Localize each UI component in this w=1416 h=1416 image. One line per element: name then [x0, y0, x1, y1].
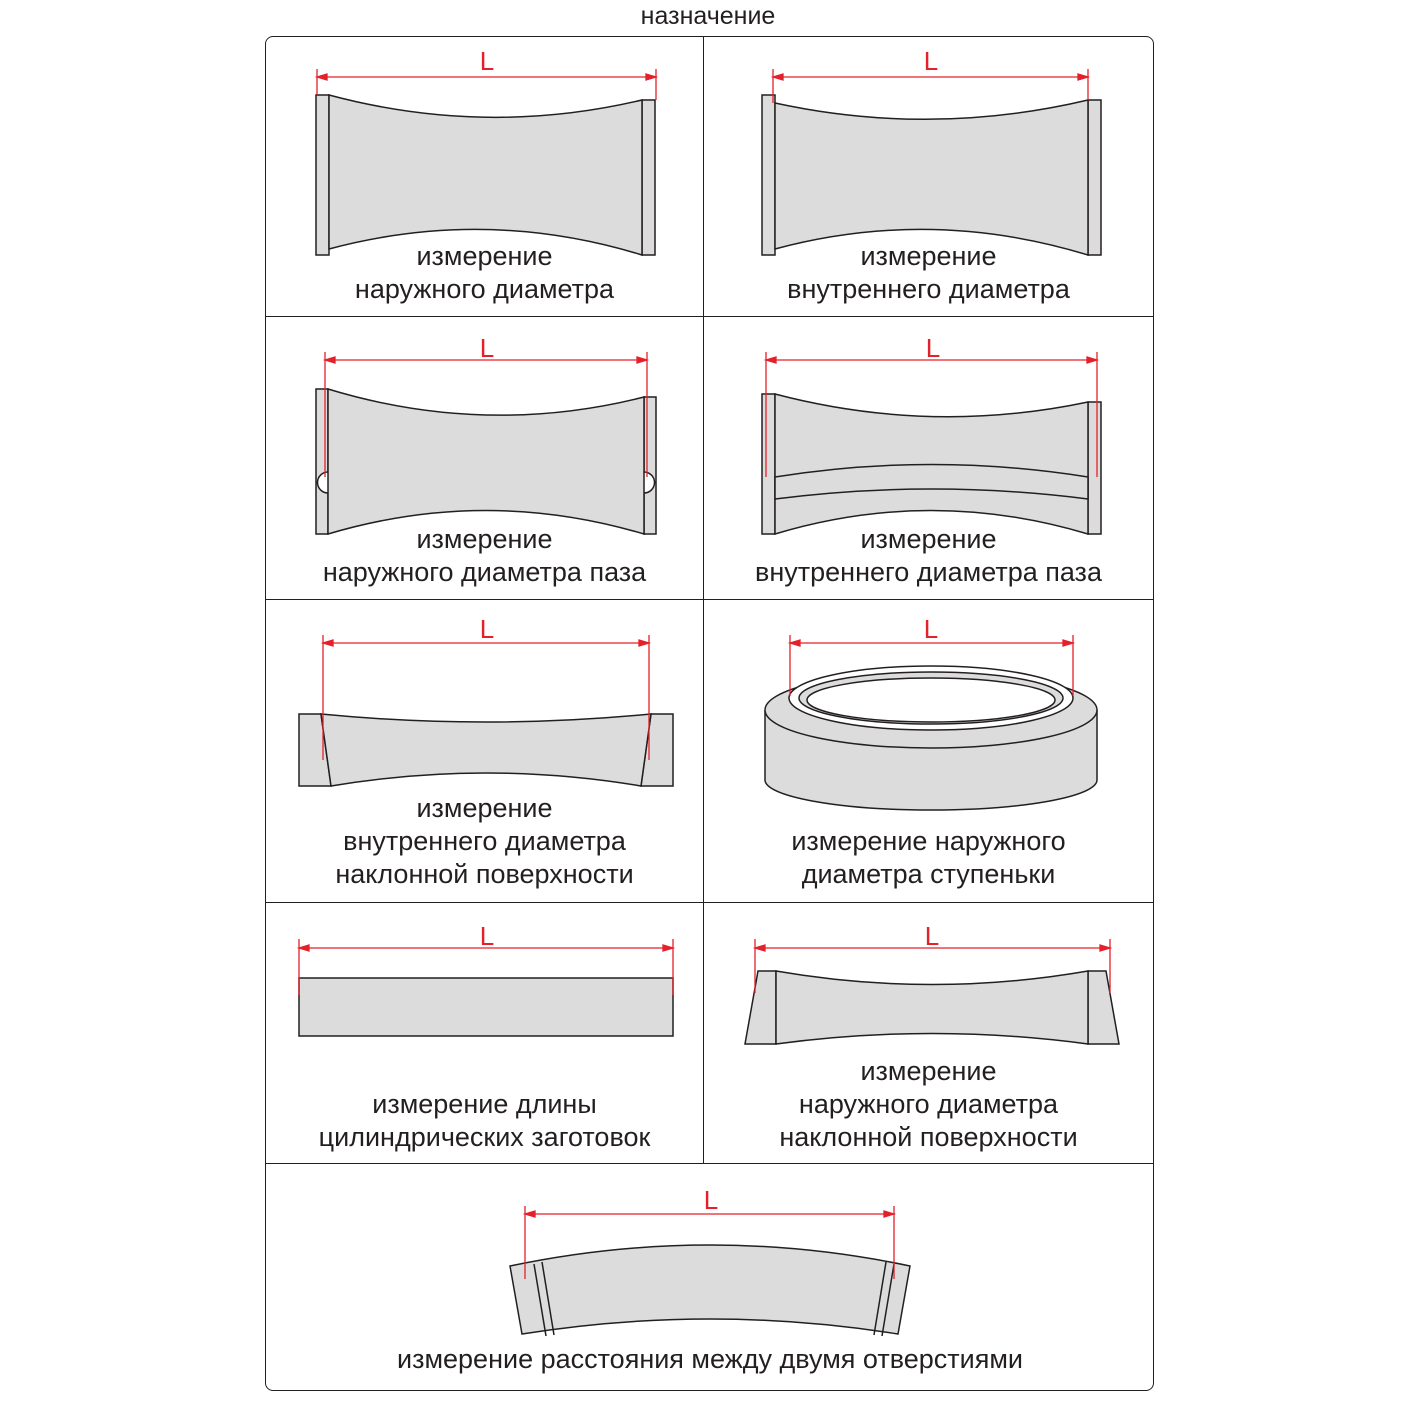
cell-step-outer-diameter: [703, 600, 1154, 902]
caption: измерение внутреннего диаметра паза: [755, 524, 1102, 587]
dimension-label: L: [703, 1185, 719, 1215]
caption: измерение внутреннего диаметра наклонной поверхности: [335, 793, 634, 889]
dimension-label: L: [479, 333, 495, 363]
cell-outer-diameter: [266, 37, 703, 316]
caption: измерение наружного диаметра паза: [322, 524, 647, 587]
cell-inclined-outer-diameter: [703, 903, 1154, 1163]
caption: измерение наружного диаметра наклонной поверхности: [779, 1056, 1078, 1152]
cell-cylinder-length: [266, 903, 703, 1163]
dimension-label: L: [923, 46, 939, 76]
caption: измерение длины цилиндрических заготовок: [318, 1089, 651, 1152]
cell-groove-inner-diameter: [703, 317, 1154, 599]
cell-inclined-inner-diameter: [266, 600, 703, 902]
dimension-label: L: [925, 333, 941, 363]
page-title: назначение: [640, 2, 776, 30]
dimension-label: L: [479, 46, 495, 76]
dimension-label: L: [479, 614, 495, 644]
caption: измерение наружного диаметра: [354, 241, 615, 304]
caption: измерение наружного диаметра ступеньки: [791, 826, 1066, 889]
caption: измерение расстояния между двумя отверстиями: [397, 1344, 1023, 1374]
dimension-label: L: [924, 921, 940, 951]
caption: измерение внутреннего диаметра: [787, 241, 1070, 304]
dimension-label: L: [923, 614, 939, 644]
cell-inner-diameter: [703, 37, 1154, 316]
cell-groove-outer-diameter: [266, 317, 703, 599]
dimension-label: L: [479, 921, 495, 951]
cell-distance-between-holes: [266, 1164, 1154, 1391]
